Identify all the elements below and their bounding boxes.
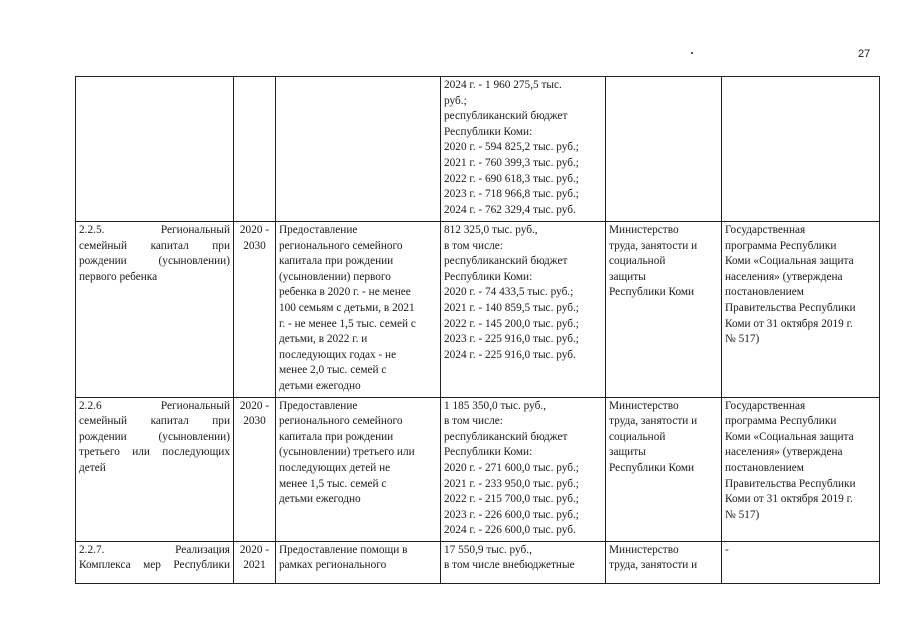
text-line: республиканский бюджет — [444, 255, 568, 268]
text-line: капитала при рождении — [279, 255, 394, 268]
text-line: детей — [79, 461, 106, 474]
text-line: детьми ежегодно — [279, 379, 361, 392]
text-line: 2023 г. - 718 966,8 тыс. руб.; — [444, 188, 579, 201]
text-line: Правительства Республики — [725, 301, 856, 314]
text-line: 2030 — [243, 415, 266, 428]
text-line: 2.2.6 Региональный — [79, 399, 230, 412]
text-line: менее 1,5 тыс. семей с — [279, 477, 387, 490]
activity-cell — [276, 397, 441, 541]
text-line: в том числе внебюджетные — [444, 559, 575, 572]
text-line: постановлением — [725, 286, 804, 299]
text-line: детьми ежегодно — [279, 493, 361, 506]
text-line: 2023 г. - 226 600,0 тыс. руб.; — [444, 508, 579, 521]
text-line: 2024 г. - 1 960 275,5 тыс. — [444, 79, 562, 91]
measures-table — [75, 76, 880, 584]
text-line: ребенка в 2020 г. - не менее — [279, 286, 411, 299]
text-line: 1 185 350,0 тыс. руб., — [444, 399, 547, 412]
text-line: постановлением — [725, 461, 804, 474]
activity-cell — [276, 222, 441, 398]
executor-cell — [606, 77, 722, 222]
table-row — [76, 222, 880, 398]
text-line: Коми «Социальная защита — [725, 430, 854, 443]
executor-cell — [606, 541, 722, 583]
text-line: 2020 г. - 271 600,0 тыс. руб.; — [444, 461, 579, 474]
text-line: Республики Коми — [609, 461, 695, 474]
text-line: семейный капитал при — [79, 415, 230, 428]
text-line: рамках регионального — [279, 559, 387, 572]
text-line: программа Республики — [725, 239, 837, 252]
page-number: 27 — [858, 48, 871, 60]
text-line: республиканский бюджет — [444, 110, 568, 123]
period-cell — [234, 397, 276, 541]
text-line: рождении (усыновлении) — [79, 255, 230, 268]
text-line: Республики Коми: — [444, 125, 533, 138]
text-line: 2022 г. - 215 700,0 тыс. руб.; — [444, 493, 579, 506]
text-line: 2.2.7. Реализация — [79, 543, 230, 556]
text-line: Предоставление — [279, 224, 358, 236]
text-line: регионального семейного — [279, 415, 403, 428]
text-line: 2024 г. - 762 329,4 тыс. руб. — [444, 203, 576, 216]
activity-cell — [276, 77, 441, 222]
text-line: капитала при рождении — [279, 430, 394, 443]
text-line: последующих детей не — [279, 461, 391, 474]
text-line: защиты — [609, 270, 646, 283]
text-line: труда, занятости и — [609, 559, 698, 572]
text-line: детьми, в 2022 г. и — [279, 333, 368, 346]
text-line: Правительства Республики — [725, 477, 856, 490]
table-body — [76, 77, 880, 584]
program-cell — [722, 541, 880, 583]
text-line: 2021 г. - 760 399,3 тыс. руб.; — [444, 156, 579, 169]
text-line: рождении (усыновлении) — [79, 430, 230, 443]
text-line: - — [725, 543, 729, 556]
period-cell — [234, 222, 276, 398]
text-line: Коми от 31 октября 2019 г. — [725, 493, 853, 506]
text-line: третьего или последующих — [79, 446, 230, 459]
text-line: менее 2,0 тыс. семей с — [279, 364, 387, 377]
text-line: Министерство — [609, 543, 679, 556]
text-line: (усыновлении) третьего или — [279, 446, 415, 459]
table-row — [76, 541, 880, 583]
text-line: № 517) — [725, 333, 760, 346]
funding-cell — [441, 222, 606, 398]
text-line: 2024 г. - 225 916,0 тыс. руб. — [444, 348, 576, 361]
text-line: регионального семейного — [279, 239, 403, 252]
text-line: 812 325,0 тыс. руб., — [444, 224, 538, 236]
text-line: Государственная — [725, 399, 806, 412]
funding-cell — [441, 397, 606, 541]
table-row — [76, 397, 880, 541]
text-line: 2020 г. - 74 433,5 тыс. руб.; — [444, 286, 574, 299]
measure-name-cell — [76, 397, 234, 541]
text-line: руб.; — [444, 94, 467, 107]
measure-name-cell — [76, 222, 234, 398]
text-line: населения» (утверждена — [725, 446, 843, 459]
text-line: 100 семьям с детьми, в 2021 — [279, 301, 415, 314]
executor-cell — [606, 397, 722, 541]
text-line: Коми «Социальная защита — [725, 255, 854, 268]
text-line: Министерство — [609, 399, 679, 412]
text-line: 17 550,9 тыс. руб., — [444, 543, 532, 556]
text-line: (усыновлении) первого — [279, 270, 391, 283]
program-cell — [722, 77, 880, 222]
text-line: первого ребенка — [79, 270, 158, 283]
text-line: № 517) — [725, 508, 760, 521]
text-line: 2024 г. - 226 600,0 тыс. руб. — [444, 524, 576, 537]
text-line: 2022 г. - 145 200,0 тыс. руб.; — [444, 317, 579, 330]
text-line: труда, занятости и — [609, 415, 698, 428]
text-line: 2030 — [243, 239, 266, 252]
text-line: 2021 г. - 233 950,0 тыс. руб.; — [444, 477, 579, 490]
program-cell — [722, 222, 880, 398]
text-line: 2020 - — [239, 224, 270, 236]
text-line: социальной — [609, 255, 666, 268]
text-line: 2021 — [243, 559, 266, 572]
scan-artifact — [691, 52, 693, 54]
text-line: 2020 - — [239, 543, 270, 556]
program-cell — [722, 397, 880, 541]
text-line: семейный капитал при — [79, 239, 230, 252]
text-line: последующих годах - не — [279, 348, 397, 361]
measure-name-cell — [76, 541, 234, 583]
executor-cell — [606, 222, 722, 398]
text-line: Предоставление — [279, 399, 358, 412]
text-line: в том числе: — [444, 239, 503, 252]
activity-cell — [276, 541, 441, 583]
text-line: г. - не менее 1,5 тыс. семей с — [279, 317, 416, 330]
text-line: 2022 г. - 690 618,3 тыс. руб.; — [444, 172, 579, 185]
funding-cell — [441, 541, 606, 583]
measure-name-cell — [76, 77, 234, 222]
text-line: в том числе: — [444, 415, 503, 428]
text-line: Государственная — [725, 224, 806, 236]
text-line: Республики Коми: — [444, 270, 533, 283]
text-line: республиканский бюджет — [444, 430, 568, 443]
period-cell — [234, 77, 276, 222]
text-line: Министерство — [609, 224, 679, 236]
text-line: социальной — [609, 430, 666, 443]
text-line: Предоставление помощи в — [279, 543, 408, 556]
text-line: Комплекса мер Республики — [79, 559, 230, 572]
text-line: труда, занятости и — [609, 239, 698, 252]
text-line: защиты — [609, 446, 646, 459]
text-line: 2.2.5. Региональный — [79, 224, 230, 236]
text-line: Республики Коми: — [444, 446, 533, 459]
period-cell — [234, 541, 276, 583]
text-line: Республики Коми — [609, 286, 695, 299]
text-line: 2020 г. - 594 825,2 тыс. руб.; — [444, 141, 579, 154]
text-line: программа Республики — [725, 415, 837, 428]
text-line: 2020 - — [239, 399, 270, 412]
text-line: населения» (утверждена — [725, 270, 843, 283]
table-row — [76, 77, 880, 222]
funding-cell — [441, 77, 606, 222]
text-line: Коми от 31 октября 2019 г. — [725, 317, 853, 330]
text-line: 2021 г. - 140 859,5 тыс. руб.; — [444, 301, 579, 314]
text-line: 2023 г. - 225 916,0 тыс. руб.; — [444, 333, 579, 346]
